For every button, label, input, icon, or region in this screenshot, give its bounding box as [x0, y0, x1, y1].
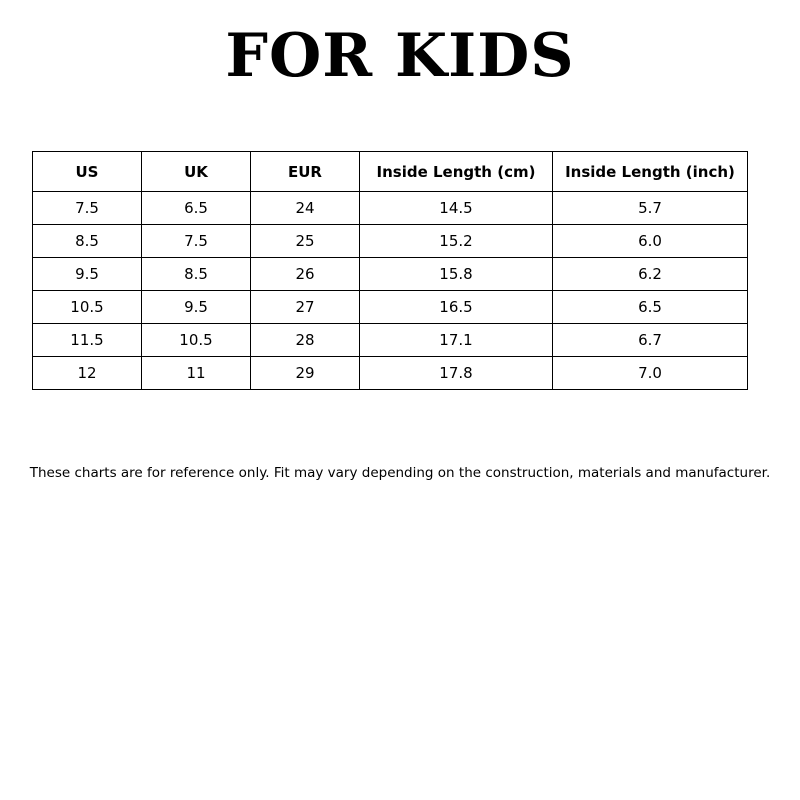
cell-eur: 27	[251, 291, 360, 324]
cell-us: 8.5	[33, 225, 142, 258]
cell-eur: 24	[251, 192, 360, 225]
cell-length-inch: 5.7	[553, 192, 748, 225]
cell-eur: 26	[251, 258, 360, 291]
cell-length-cm: 17.1	[360, 324, 553, 357]
cell-length-inch: 6.5	[553, 291, 748, 324]
cell-us: 9.5	[33, 258, 142, 291]
cell-us: 7.5	[33, 192, 142, 225]
table-row	[33, 258, 748, 291]
size-chart-table	[32, 151, 748, 390]
table-row	[33, 357, 748, 390]
cell-uk: 9.5	[142, 291, 251, 324]
cell-eur: 25	[251, 225, 360, 258]
cell-length-inch: 7.0	[553, 357, 748, 390]
cell-us: 12	[33, 357, 142, 390]
cell-uk: 6.5	[142, 192, 251, 225]
table-row	[33, 192, 748, 225]
cell-length-cm: 17.8	[360, 357, 553, 390]
table-row	[33, 291, 748, 324]
cell-length-cm: 16.5	[360, 291, 553, 324]
cell-us: 11.5	[33, 324, 142, 357]
cell-uk: 10.5	[142, 324, 251, 357]
cell-length-inch: 6.0	[553, 225, 748, 258]
cell-length-inch: 6.7	[553, 324, 748, 357]
disclaimer-text: These charts are for reference only. Fit may vary depending on the construction, materials and manufacturer.	[29, 465, 771, 481]
table-row	[33, 225, 748, 258]
page-title: FOR KIDS	[225, 21, 575, 91]
column-header-inside-length-inch: Inside Length (inch)	[553, 152, 748, 192]
table-row	[33, 324, 748, 357]
column-header-inside-length-cm: Inside Length (cm)	[360, 152, 553, 192]
column-header-eur: EUR	[251, 152, 360, 192]
column-header-uk: UK	[142, 152, 251, 192]
cell-eur: 28	[251, 324, 360, 357]
cell-uk: 8.5	[142, 258, 251, 291]
cell-length-cm: 15.2	[360, 225, 553, 258]
cell-eur: 29	[251, 357, 360, 390]
column-header-us: US	[33, 152, 142, 192]
table-header-row	[33, 152, 748, 192]
cell-uk: 7.5	[142, 225, 251, 258]
cell-length-cm: 14.5	[360, 192, 553, 225]
cell-length-cm: 15.8	[360, 258, 553, 291]
cell-us: 10.5	[33, 291, 142, 324]
cell-uk: 11	[142, 357, 251, 390]
cell-length-inch: 6.2	[553, 258, 748, 291]
